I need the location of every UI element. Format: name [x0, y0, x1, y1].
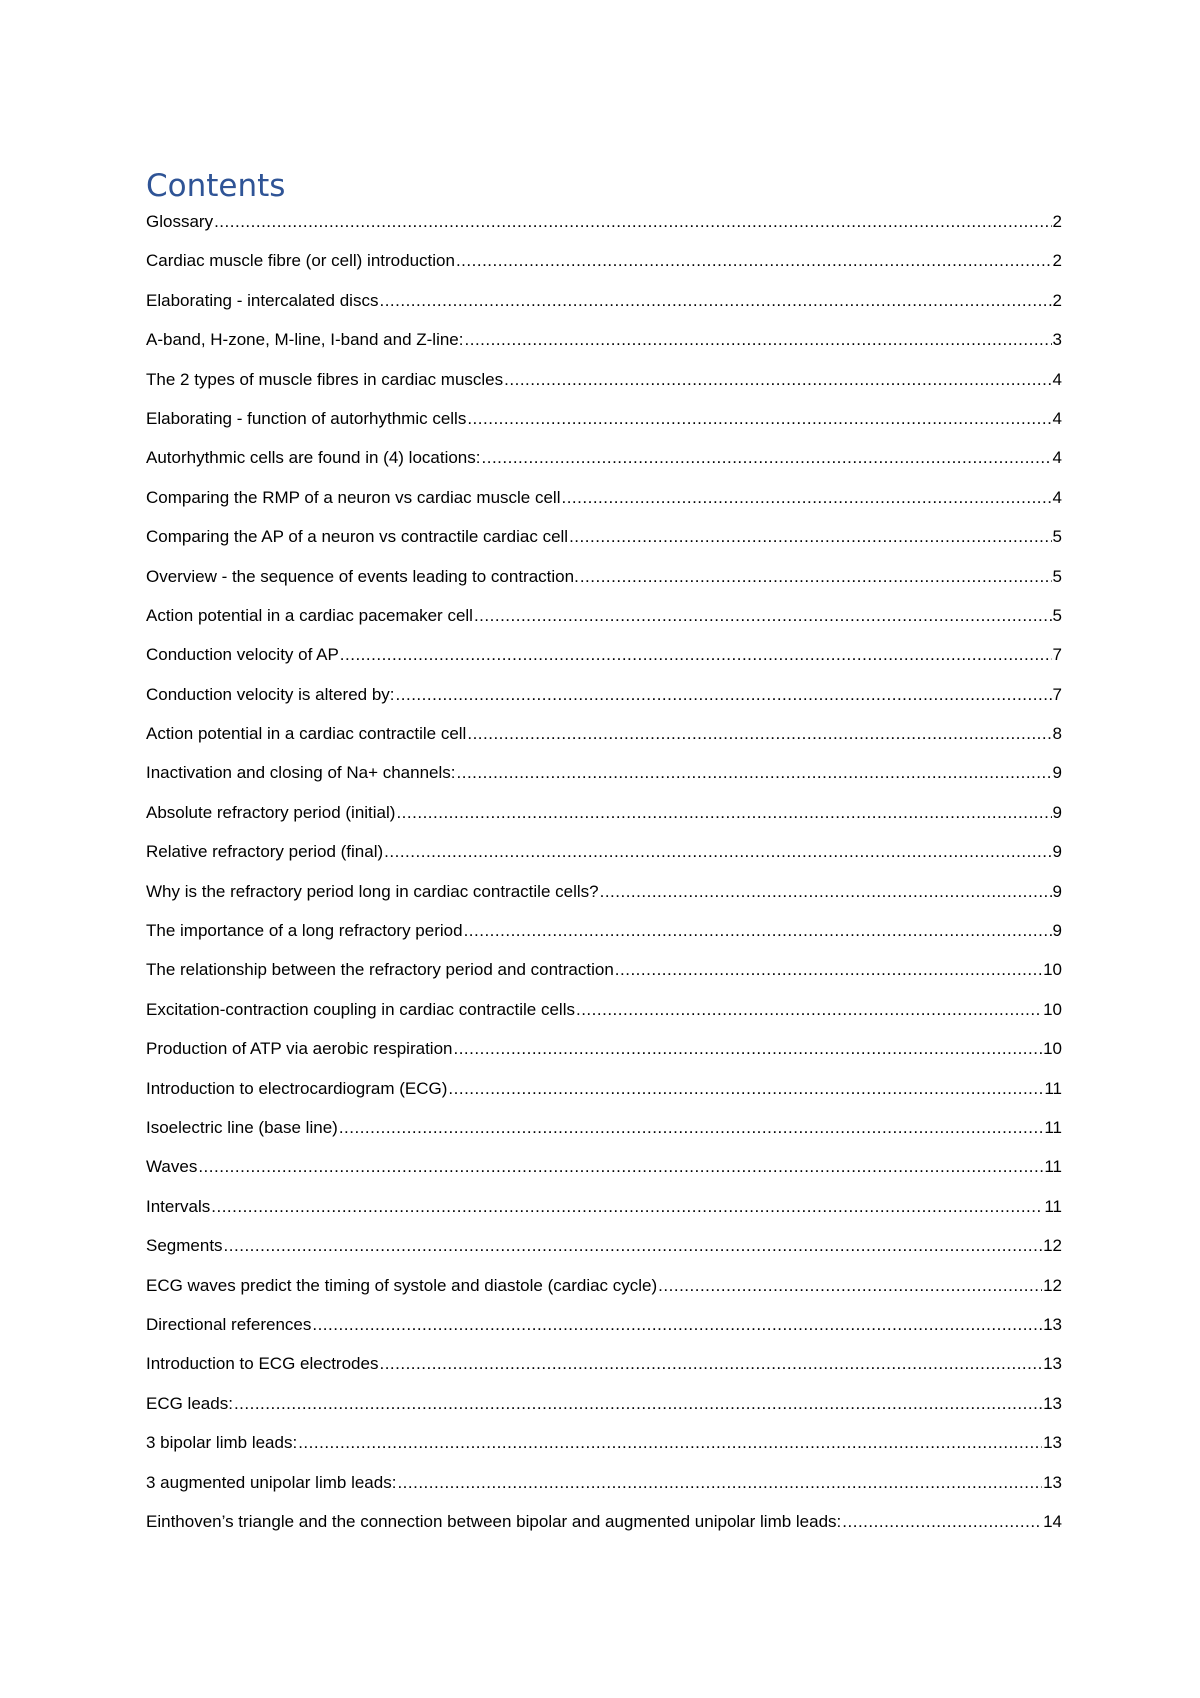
toc-entry-title[interactable]: Inactivation and closing of Na+ channels: [146, 763, 456, 783]
toc-entry[interactable] [146, 644, 1062, 683]
toc-list [146, 211, 1062, 1550]
toc-dot-leader [561, 487, 1051, 509]
toc-entry-title[interactable]: Isoelectric line (base line) [146, 1117, 338, 1137]
toc-dot-leader [298, 1432, 1042, 1454]
toc-entry-page-number[interactable]: 12 [1043, 1275, 1062, 1295]
toc-entry[interactable] [146, 290, 1062, 329]
toc-entry-title[interactable]: Introduction to ECG electrodes [146, 1354, 379, 1374]
toc-entry[interactable] [146, 1511, 1062, 1550]
toc-entry-page-number[interactable]: 11 [1044, 1196, 1062, 1216]
toc-entry[interactable] [146, 526, 1062, 565]
toc-entry[interactable] [146, 566, 1062, 605]
toc-entry-title[interactable]: Comparing the AP of a neuron vs contractile cardiac cell [146, 527, 569, 547]
toc-entry[interactable] [146, 1156, 1062, 1195]
toc-entry-page-number[interactable]: 2 [1052, 290, 1062, 310]
toc-entry-title[interactable]: Conduction velocity is altered by: [146, 684, 395, 704]
toc-entry[interactable] [146, 802, 1062, 841]
toc-entry[interactable] [146, 1196, 1062, 1235]
toc-entry-page-number[interactable]: 13 [1043, 1472, 1062, 1492]
toc-entry-title[interactable]: Autorhythmic cells are found in (4) locations: [146, 448, 481, 468]
toc-entry[interactable] [146, 881, 1062, 920]
toc-entry[interactable] [146, 1432, 1062, 1471]
toc-dot-leader [397, 1472, 1042, 1494]
toc-dot-leader [467, 408, 1051, 430]
toc-entry[interactable] [146, 1235, 1062, 1274]
toc-entry-title[interactable]: The 2 types of muscle fibres in cardiac muscles [146, 369, 504, 389]
toc-dot-leader [234, 1393, 1042, 1415]
toc-entry-page-number[interactable]: 10 [1043, 1039, 1062, 1059]
toc-dot-leader [453, 1038, 1042, 1060]
toc-entry-page-number[interactable]: 13 [1043, 1433, 1062, 1453]
toc-entry-page-number[interactable]: 14 [1043, 1511, 1062, 1531]
toc-entry-title[interactable]: ECG waves predict the timing of systole and diastole (cardiac cycle) [146, 1275, 658, 1295]
toc-entry-title[interactable]: Comparing the RMP of a neuron vs cardiac muscle cell [146, 487, 561, 507]
toc-entry-page-number[interactable]: 11 [1044, 1157, 1062, 1177]
toc-entry-page-number[interactable]: 5 [1052, 605, 1062, 625]
toc-entry-page-number[interactable]: 10 [1043, 960, 1062, 980]
toc-entry-title[interactable]: Action potential in a cardiac contractile cell [146, 724, 467, 744]
toc-entry[interactable] [146, 447, 1062, 486]
toc-entry-title[interactable]: Waves [146, 1157, 198, 1177]
toc-entry-title[interactable]: Action potential in a cardiac pacemaker cell [146, 605, 473, 625]
toc-dot-leader [379, 1353, 1042, 1375]
toc-entry-page-number[interactable]: 2 [1052, 251, 1062, 271]
toc-dot-leader [482, 447, 1052, 469]
toc-dot-leader [198, 1156, 1043, 1178]
toc-dot-leader [569, 526, 1051, 548]
toc-entry-title[interactable]: Directional references [146, 1314, 312, 1334]
toc-dot-leader [504, 369, 1051, 391]
toc-entry-title[interactable]: 3 augmented unipolar limb leads: [146, 1472, 397, 1492]
toc-entry-page-number[interactable]: 4 [1052, 369, 1062, 389]
toc-entry-title[interactable]: Einthoven’s triangle and the connection between bipolar and augmented unipolar limb leads: [146, 1511, 842, 1531]
toc-dot-leader [448, 1078, 1043, 1100]
toc-entry-page-number[interactable]: 9 [1052, 842, 1062, 862]
toc-entry-title[interactable]: Glossary [146, 212, 214, 231]
toc-entry-title[interactable]: Elaborating - intercalated discs [146, 290, 379, 310]
toc-entry[interactable] [146, 1275, 1062, 1314]
toc-entry-title[interactable]: Relative refractory period (final) [146, 842, 384, 862]
toc-entry-page-number[interactable]: 9 [1052, 802, 1062, 822]
toc-entry-page-number[interactable]: 5 [1052, 527, 1062, 547]
toc-entry-page-number[interactable]: 9 [1052, 763, 1062, 783]
toc-entry-title[interactable]: Introduction to electrocardiogram (ECG) [146, 1078, 448, 1098]
toc-dot-leader [615, 959, 1042, 981]
toc-dot-leader [600, 881, 1052, 903]
toc-entry-page-number[interactable]: 10 [1043, 999, 1062, 1019]
toc-entry-title[interactable]: Segments [146, 1236, 223, 1256]
toc-entry-title[interactable]: 3 bipolar limb leads: [146, 1433, 298, 1453]
toc-entry[interactable] [146, 999, 1062, 1038]
toc-dot-leader [576, 999, 1042, 1021]
toc-entry[interactable] [146, 1078, 1062, 1117]
toc-dot-leader [312, 1314, 1042, 1336]
toc-entry[interactable] [146, 1314, 1062, 1353]
toc-entry-page-number[interactable]: 13 [1043, 1314, 1062, 1334]
toc-dot-leader [658, 1275, 1042, 1297]
toc-entry-page-number[interactable]: 4 [1052, 487, 1062, 507]
toc-entry-page-number[interactable]: 13 [1043, 1393, 1062, 1413]
toc-entry-page-number[interactable]: 11 [1044, 1078, 1062, 1098]
toc-entry[interactable] [146, 684, 1062, 723]
toc-entry[interactable] [146, 487, 1062, 526]
toc-entry-page-number[interactable]: 9 [1052, 921, 1062, 941]
toc-entry-page-number[interactable]: 4 [1052, 408, 1062, 428]
toc-entry-title[interactable]: Excitation-contraction coupling in cardiac contractile cells [146, 999, 575, 1019]
toc-entry[interactable] [146, 920, 1062, 959]
toc-dot-leader [465, 329, 1052, 351]
toc-entry-page-number[interactable]: 7 [1052, 645, 1062, 665]
toc-entry-page-number[interactable]: 4 [1052, 448, 1062, 468]
toc-entry[interactable] [146, 250, 1062, 289]
toc-entry[interactable] [146, 329, 1062, 368]
toc-entry-title[interactable]: The relationship between the refractory period and contraction [146, 960, 614, 980]
toc-entry[interactable] [146, 762, 1062, 801]
toc-entry-page-number[interactable]: 11 [1044, 1117, 1062, 1137]
toc-heading: Contents [146, 168, 286, 204]
toc-entry-page-number[interactable]: 13 [1043, 1354, 1062, 1374]
toc-entry-page-number[interactable]: 7 [1052, 684, 1062, 704]
toc-entry-title[interactable]: Absolute refractory period (initial) [146, 802, 396, 822]
toc-entry[interactable] [146, 1353, 1062, 1392]
toc-entry[interactable] [146, 841, 1062, 880]
toc-entry[interactable] [146, 408, 1062, 447]
toc-entry-page-number[interactable]: 5 [1052, 566, 1062, 586]
toc-entry[interactable] [146, 605, 1062, 644]
toc-entry-title[interactable]: ECG leads: [146, 1393, 233, 1413]
toc-entry-title[interactable]: A-band, H-zone, M-line, I-band and Z-line: [146, 330, 464, 350]
toc-dot-leader [457, 762, 1052, 784]
toc-entry[interactable] [146, 959, 1062, 998]
toc-dot-leader [379, 290, 1051, 312]
toc-entry-title[interactable]: Intervals [146, 1196, 211, 1216]
toc-dot-leader [340, 644, 1052, 666]
toc-entry-title[interactable]: Conduction velocity of AP [146, 645, 339, 665]
toc-entry[interactable] [146, 1038, 1062, 1077]
toc-entry-title[interactable]: Elaborating - function of autorhythmic cells [146, 408, 467, 428]
toc-entry-page-number[interactable]: 3 [1052, 330, 1062, 350]
toc-entry-title[interactable]: Why is the refractory period long in cardiac contractile cells? [146, 881, 599, 901]
toc-dot-leader [842, 1511, 1042, 1533]
toc-dot-leader [214, 211, 1051, 233]
toc-dot-leader [224, 1235, 1043, 1257]
toc-dot-leader [396, 802, 1051, 824]
toc-entry-title[interactable]: The importance of a long refractory period [146, 921, 463, 941]
toc-entry-page-number[interactable]: 2 [1052, 212, 1062, 231]
toc-entry-title[interactable]: Cardiac muscle fibre (or cell) introduction [146, 251, 455, 271]
toc-dot-leader [339, 1117, 1044, 1139]
toc-entry[interactable] [146, 1393, 1062, 1432]
toc-dot-leader [580, 566, 1052, 588]
toc-entry-page-number[interactable]: 8 [1052, 724, 1062, 744]
toc-dot-leader [464, 920, 1052, 942]
toc-dot-leader [396, 684, 1052, 706]
toc-entry-page-number[interactable]: 12 [1043, 1236, 1062, 1256]
toc-dot-leader [474, 605, 1052, 627]
toc-entry[interactable] [146, 1117, 1062, 1156]
toc-entry-title[interactable]: Production of ATP via aerobic respiration [146, 1039, 453, 1059]
toc-entry-page-number[interactable]: 9 [1052, 881, 1062, 901]
toc-entry[interactable] [146, 211, 1062, 250]
toc-dot-leader [456, 250, 1052, 272]
toc-entry-title[interactable]: Overview - the sequence of events leading to contraction. [146, 566, 579, 586]
toc-dot-leader [384, 841, 1051, 863]
toc-entry[interactable] [146, 723, 1062, 762]
toc-dot-leader [211, 1196, 1043, 1218]
toc-entry[interactable] [146, 1472, 1062, 1511]
toc-dot-leader [467, 723, 1051, 745]
toc-entry[interactable] [146, 369, 1062, 408]
